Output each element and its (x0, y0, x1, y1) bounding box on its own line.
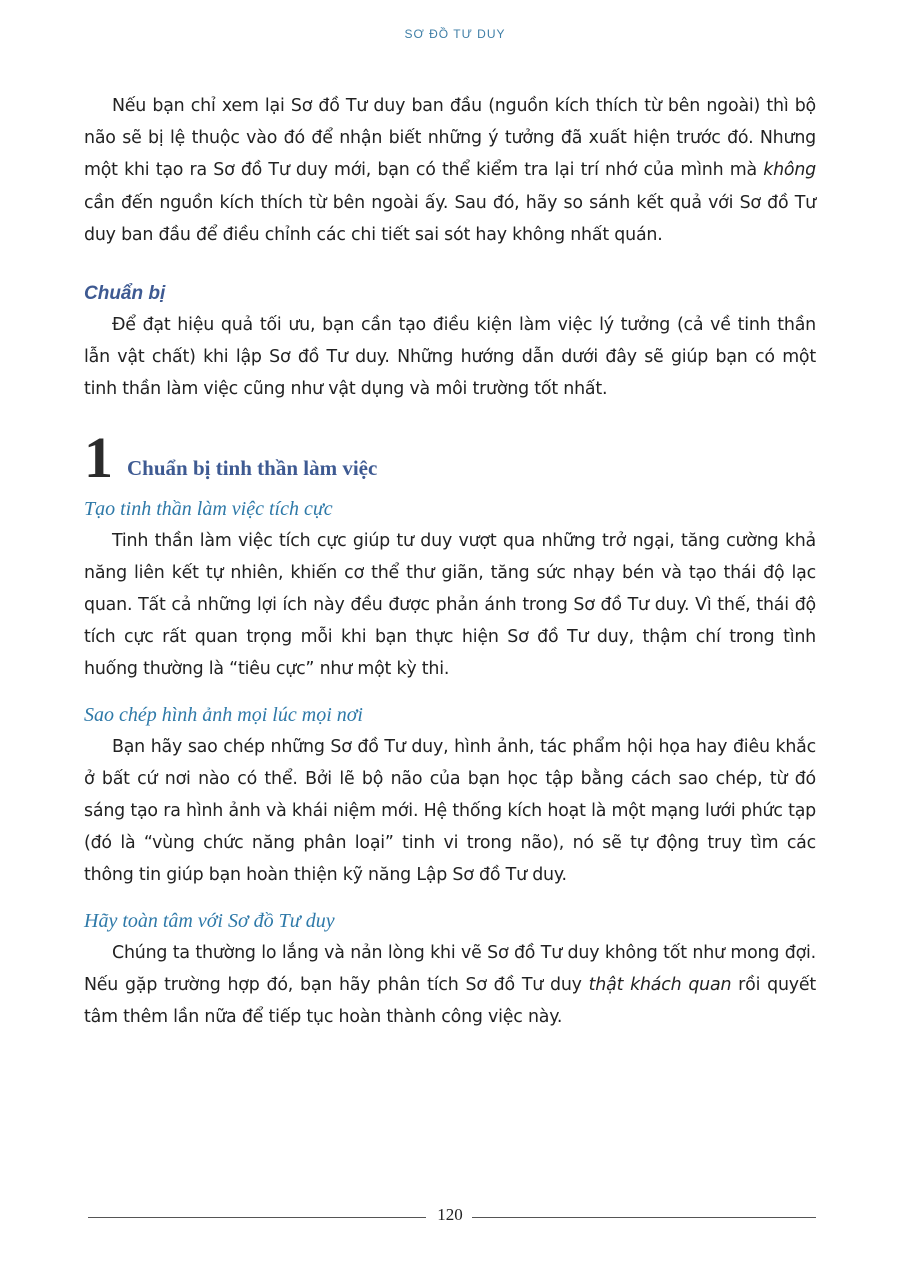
section-paragraph-copy: Bạn hãy sao chép những Sơ đồ Tư duy, hình ảnh, tác phẩm hội họa hay điêu khắc ở bất cứ nơi nào có thể. Bởi lẽ bộ não của bạn học tập bằng cách sao chép, từ đó sáng tạo ra hình ảnh và khái niệm mới. Hệ thống kích hoạt là một mạng lưới phức tạp (đó là “vùng chức năng phân loại” tinh vi trong não), nó sẽ tự động truy tìm các thông tin giúp bạn hoàn thiện kỹ năng Lập Sơ đồ Tư duy. (84, 736, 816, 886)
section-title-copy: Sao chép hình ảnh mọi lúc mọi nơi (84, 703, 363, 726)
chapter-heading (84, 424, 816, 498)
section-paragraph-positive: Tinh thần làm việc tích cực giúp tư duy vượt qua những trở ngại, tăng cường khả năng liên kết tự nhiên, khiến cơ thể thư giãn, tăng sức nhạy bén và tạo thái độ lạc quan. Tất cả những lợi ích này đều được phản ánh trong Sơ đồ Tư duy. Vì thế, thái độ tích cực rất quan trọng mỗi khi bạn thực hiện Sơ đồ Tư duy, thậm chí trong tình huống thường là “tiêu cực” như một kỳ thi. (84, 530, 816, 680)
section-paragraph-dedication (84, 937, 816, 1034)
intro-text-1: Nếu bạn chỉ xem lại Sơ đồ Tư duy ban đầu (nguồn kích thích từ bên ngoài) thì bộ não sẽ bị lệ thuộc vào đó để nhận biết những ý tưởng đã xuất hiện trước đó. Nhưng một khi tạo ra Sơ đồ Tư duy mới, bạn có thể kiểm tra lại trí nhớ của mình mà (84, 96, 816, 181)
dedication-text-2: rồi quyết tâm thêm lần nữa để tiếp tục hoàn thành công việc này. (84, 974, 816, 1028)
footer-rule-right (472, 1217, 816, 1218)
dedication-text-1: Chúng ta thường lo lắng và nản lòng khi vẽ Sơ đồ Tư duy không tốt như mong đợi. Nếu gặp trường hợp đó, bạn hãy phân tích Sơ đồ Tư duy (84, 942, 816, 995)
section-title-dedication: Hãy toàn tâm với Sơ đồ Tư duy (84, 909, 335, 932)
page-number: 120 (437, 1205, 463, 1224)
preparation-paragraph: Để đạt hiệu quả tối ưu, bạn cần tạo điều kiện làm việc lý tưởng (cả về tinh thần lẫn vật chất) khi lập Sơ đồ Tư duy. Những hướng dẫn dưới đây sẽ giúp bạn có một tinh thần làm việc cũng như vật dụng và môi trường tốt nhất. (84, 315, 816, 400)
intro-emphasis: không (763, 160, 816, 181)
intro-paragraph (84, 90, 816, 251)
footer-rule-left (88, 1217, 426, 1218)
chapter-title: Chuẩn bị tinh thần làm việc (127, 455, 378, 480)
page-content (84, 90, 816, 1033)
preparation-heading: Chuẩn bị (84, 283, 166, 305)
running-header: SƠ ĐỒ TƯ DUY (404, 27, 506, 41)
intro-text-2: cần đến nguồn kích thích từ bên ngoài ấy. Sau đó, hãy so sánh kết quả với Sơ đồ Tư duy ban đầu để điều chỉnh các chi tiết sai sót hay không nhất quán. (84, 192, 816, 245)
section-title-positive: Tạo tinh thần làm việc tích cực (84, 497, 333, 520)
chapter-number: 1 (84, 424, 113, 490)
dedication-emphasis: thật khách quan (588, 974, 732, 995)
